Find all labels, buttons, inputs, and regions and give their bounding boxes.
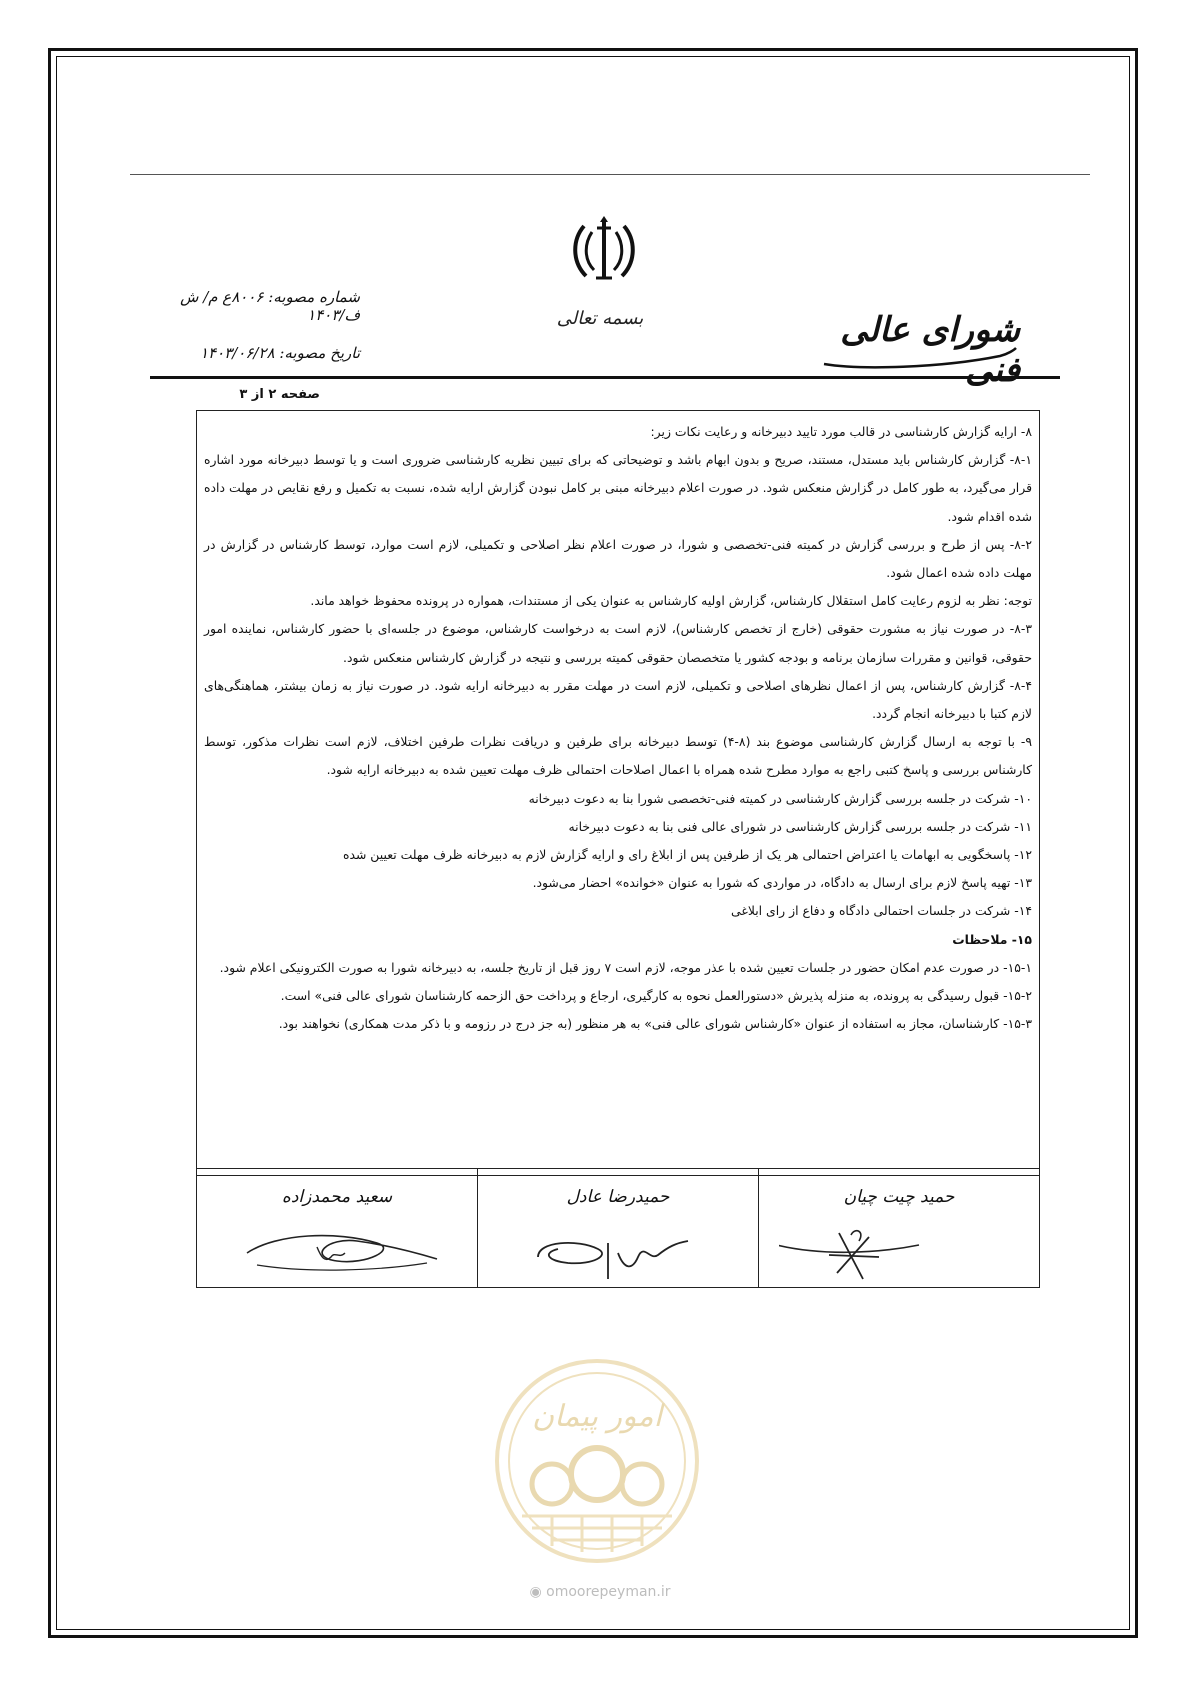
signature-icon xyxy=(498,1213,738,1285)
watermark-url: ◉ omoorepeyman.ir xyxy=(529,1584,671,1600)
signature-icon xyxy=(217,1213,457,1285)
company-seal-icon xyxy=(492,1356,702,1566)
body-paragraph: ۸-۲- پس از طرح و بررسی گزارش در کمیته فنی-تخصصی و شورا، در صورت اعلام نظر اصلاحی و تکمیلی، لازم است موارد، توسط کارشناس در گزارش در مهلت داده شده اعمال شود. xyxy=(204,536,1032,581)
body-paragraph: توجه: نظر به لزوم رعایت کامل استقلال کارشناس، گزارش اولیه کارشناس به عنوان یکی از مستندات، همواره در پرونده محفوظ خواهد ماند. xyxy=(310,593,1032,609)
body-paragraph: ۸-۱- گزارش کارشناس باید مستدل، مستند، صریح و بدون ابهام باشد و توضیحاتی که برای تبیین نظریه کارشناسی ضروری است و یا توسط دبیرخانه مورد اشاره قرار می‌گیرد، به طور کامل در گزارش منعکس شود. در صورت اعلام دبیرخانه مبنی بر کامل نبودن گزارش ارایه شده، نسبت به تکمیل و رفع نقایص در مهلت داده شده اقدام شود. xyxy=(204,452,1032,524)
council-name-flourish xyxy=(820,346,1020,370)
signatory-name: سعید محمدزاده xyxy=(281,1187,393,1207)
body-text xyxy=(204,418,1032,1038)
body-paragraph: ۸-۴- گزارش کارشناس، پس از اعمال نظرهای اصلاحی و تکمیلی، لازم است در مهلت مقرر به دبیرخانه ارایه شود. در صورت نیاز به زمان بیشتر، هماهنگی‌های لازم کتبا با دبیرخانه انجام گردد. xyxy=(204,677,1032,722)
signatory-name: حمیدرضا عادل xyxy=(566,1187,670,1207)
approval-number: شماره مصوبه: ۸۰۰۶ع م/ ش ف/۱۴۰۳ xyxy=(180,288,360,324)
iran-emblem-icon xyxy=(570,216,638,288)
signature-cell xyxy=(477,1169,758,1287)
body-paragraph: ۱۰- شرکت در جلسه بررسی گزارش کارشناسی در کمیته فنی-تخصصی شورا بنا به دعوت دبیرخانه xyxy=(528,790,1032,806)
page-indicator: صفحه ۲ از ۳ xyxy=(239,387,320,402)
body-paragraph: ۱۱- شرکت در جلسه بررسی گزارش کارشناسی در شورای عالی فنی بنا به دعوت دبیرخانه xyxy=(568,818,1032,834)
header-rule xyxy=(150,376,1060,379)
signatory-name: حمید چیت چیان xyxy=(843,1187,955,1207)
body-paragraph: ۱۵-۳- کارشناسان، مجاز به استفاده از عنوان «کارشناس شورای عالی فنی» به هر منظور (به جز درج در رزومه و با ذکر مدت همکاری) نخواهند بود. xyxy=(278,1016,1032,1032)
seal-text: امور پیمان xyxy=(532,1399,662,1434)
body-paragraph: ۱۵-۲- قبول رسیدگی به پرونده، به منزله پذیرش «دستورالعمل نحوه به کارگیری، ارجاع و پرداخت حق الزحمه کارشناسان شورای عالی فنی» است. xyxy=(280,988,1032,1004)
signature-icon xyxy=(779,1213,1019,1285)
body-paragraph: ۱۲- پاسخگویی به ابهامات یا اعتراض احتمالی هر یک از طرفین پس از ابلاغ رای و ارایه گزارش لازم به دبیرخانه ظرف مهلت تعیین شده xyxy=(342,847,1032,863)
body-paragraph: ۹- با توجه به ارسال گزارش کارشناسی موضوع بند (۸-۴) توسط دبیرخانه برای طرفین و دریافت نظرات طرفین اختلاف، لازم است نظرات مذکور، توسط کارشناس بررسی و پاسخ کتبی راجع به موارد مطرح شده همراه با اعمال اصلاحات احتمالی ظرف مهلت تعیین شده به دبیرخانه ارایه شود. xyxy=(204,734,1032,778)
body-paragraph: ۸-۳- در صورت نیاز به مشورت حقوقی (خارج از تخصص کارشناس)، لازم است به درخواست کارشناس، موضوع در جلسه‌ای با حضور کارشناس، نماینده امور حقوقی، قوانین و مقررات سازمان برنامه و بودجه کشور یا متخصصان حقوقی کمیته بررسی و نتیجه در گزارش کارشناس منعکس شود. xyxy=(204,621,1032,665)
body-paragraph: ۱۴- شرکت در جلسات احتمالی دادگاه و دفاع از رای ابلاغی xyxy=(731,903,1032,919)
section-heading: ۱۵- ملاحظات xyxy=(952,931,1032,947)
council-name: شورای عالی فنی xyxy=(840,310,1020,390)
body-paragraph: ۸- ارایه گزارش کارشناسی در قالب مورد تایید دبیرخانه و رعایت نکات زیر: xyxy=(650,424,1032,439)
signature-table xyxy=(196,1168,1040,1288)
watermark-url-text: omoorepeyman.ir xyxy=(546,1584,671,1600)
body-paragraph: ۱۳- تهیه پاسخ لازم برای ارسال به دادگاه، در مواردی که شورا به عنوان «خوانده» احضار می‌شود. xyxy=(532,875,1032,891)
body-paragraph: ۱۵-۱- در صورت عدم امکان حضور در جلسات تعیین شده با عذر موجه، لازم است ۷ روز قبل از تاریخ جلسه، به دبیرخانه شورا به صورت الکترونیکی اعلام شود. xyxy=(219,959,1032,975)
signature-cell xyxy=(758,1169,1039,1287)
signature-cell xyxy=(197,1169,477,1287)
approval-date: تاریخ مصوبه: ۱۴۰۳/۰۶/۲۸ xyxy=(199,344,360,362)
bismillah-text: بسمه تعالی xyxy=(556,308,644,329)
top-rule xyxy=(130,174,1090,175)
